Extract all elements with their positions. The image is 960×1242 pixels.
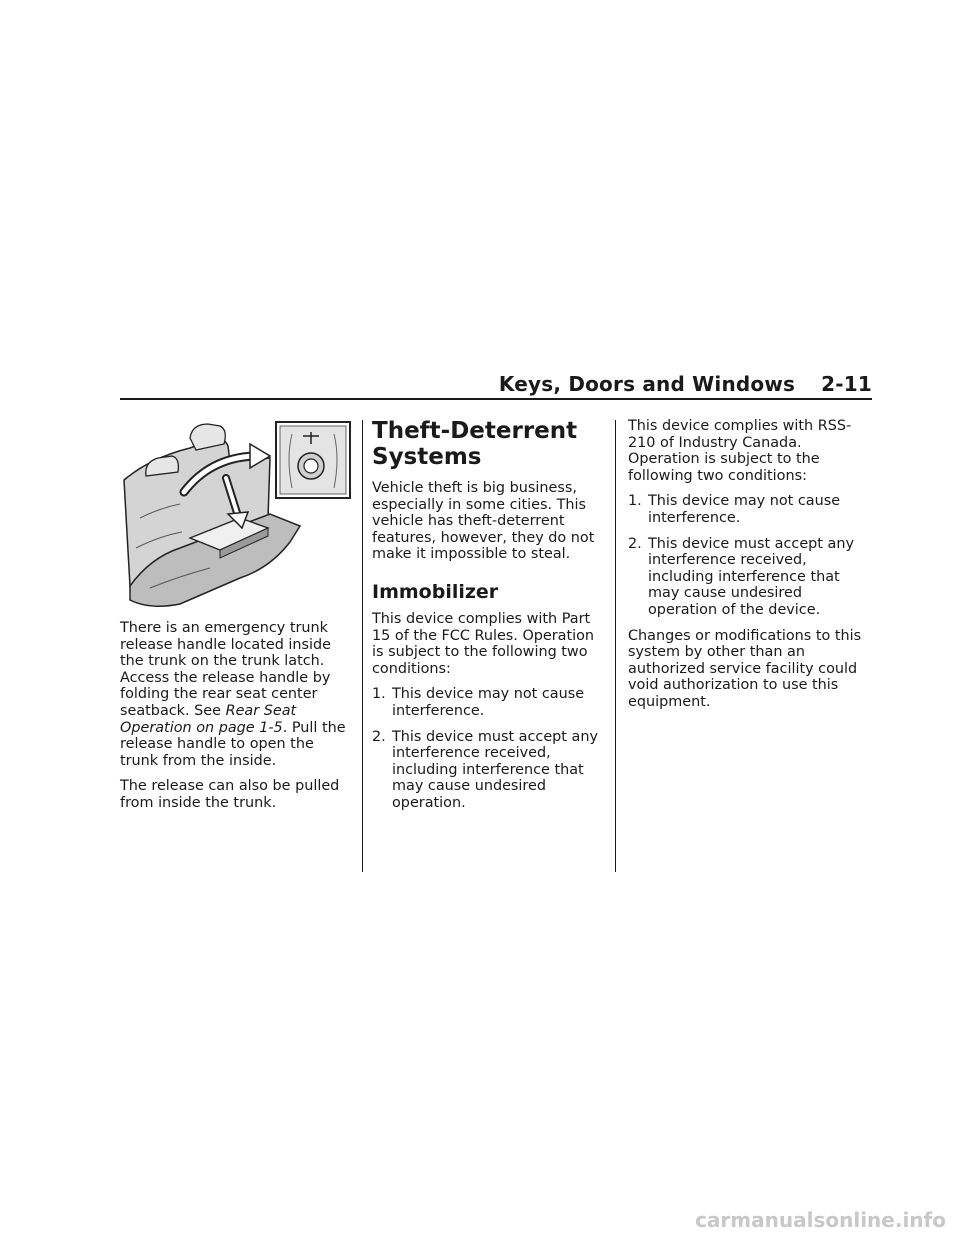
column-divider <box>615 420 616 872</box>
column-3 <box>628 418 868 720</box>
list-text: This device must accept any interference received, including interference that may cause undesired operation. <box>392 728 598 811</box>
list-number: 1. <box>372 686 386 703</box>
paragraph-rss: This device complies with RSS-210 of Industry Canada. Operation is subject to the following two conditions: <box>628 418 852 484</box>
text-segment: There is an emergency trunk release handle located inside the trunk on the trunk latch. Access the release handle by folding the rear seat center seatback. See <box>120 620 332 719</box>
paragraph-fcc: This device complies with Part 15 of the FCC Rules. Operation is subject to the following two conditions: <box>372 610 595 677</box>
subsection-heading: Immobilizer <box>372 580 499 603</box>
list-item <box>628 493 868 526</box>
watermark: carmanualsonline.info <box>695 1208 946 1232</box>
list-number: 2. <box>372 728 386 745</box>
column-2 <box>372 418 602 821</box>
header-title <box>499 372 872 396</box>
section-heading: Theft-Deterrent Systems <box>372 418 578 470</box>
list-text: This device may not cause interference. <box>392 686 585 719</box>
paragraph-release-inside: The release can also be pulled from inside the trunk. <box>120 778 340 811</box>
list-item <box>628 536 868 619</box>
paragraph-theft-intro: Vehicle theft is big business, especially in some cities. This vehicle has theft-deterrent features, however, they do not make it impossible to steal. <box>372 480 595 563</box>
text-segment: . Pull the release handle to open the trunk from the inside. <box>120 719 346 769</box>
rear-seat-trunk-release-illustration <box>120 418 356 608</box>
page-number: 2-11 <box>821 372 872 396</box>
list-text: This device must accept any interference received, including interference that may cause undesired operation of the device. <box>648 535 854 618</box>
list-number: 2. <box>628 535 642 552</box>
list-item <box>372 729 602 812</box>
list-text: This device may not cause interference. <box>648 493 841 526</box>
list-item <box>372 686 602 719</box>
page-header <box>120 372 872 400</box>
paragraph-trunk-release <box>120 620 356 769</box>
header-rule <box>120 398 872 400</box>
cross-reference-link[interactable]: Rear Seat Operation on page 1-5 <box>120 702 297 736</box>
section-title: Keys, Doors and Windows <box>498 372 796 396</box>
rear-seat-figure <box>120 418 356 608</box>
list-number: 1. <box>628 493 642 510</box>
column-divider <box>362 420 363 872</box>
column-1 <box>120 418 356 821</box>
paragraph-modifications: Changes or modifications to this system by other than an authorized service facility could void authorization to use this equipment. <box>628 627 862 710</box>
